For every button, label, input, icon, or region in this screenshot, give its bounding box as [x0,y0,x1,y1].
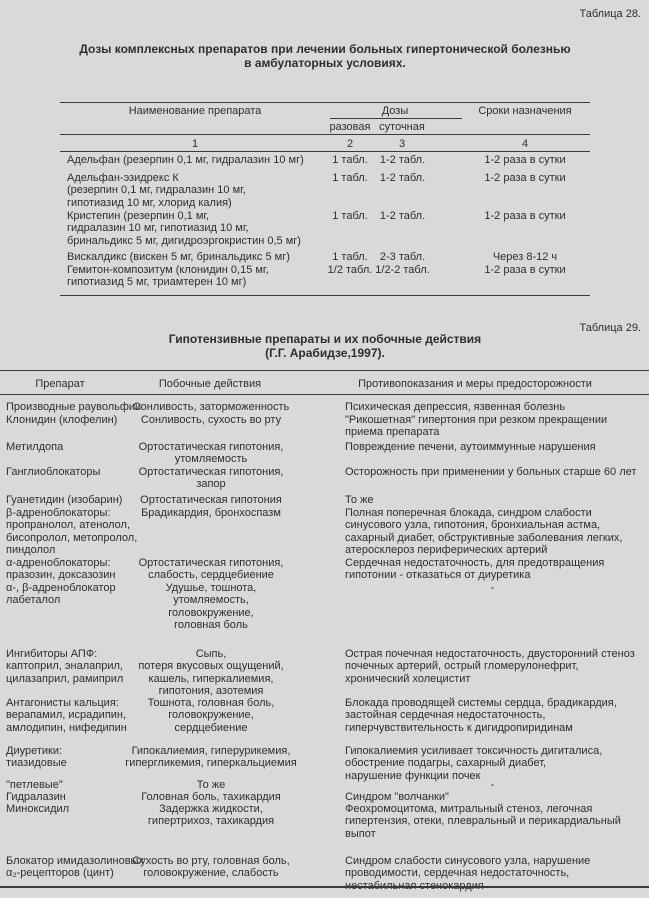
contraindications-cell: - [490,582,495,594]
table-28-top-rule [60,102,590,103]
header-effects: Побочные действия [158,378,262,390]
drug-cell: Ганглиоблокаторы [6,466,101,478]
drug-cell: Гуанетидин (изобарин) [6,494,123,506]
schedule-cell: 1-2 раза в сутки [484,172,566,184]
contraindications-cell: Осторожность при применении у больных старше 60 лет [345,466,637,478]
doses-rule [330,118,462,119]
table-29-title: Гипотензивные препараты и их побочные действия (Г.Г. Арабидзе,1997). [168,332,482,360]
drug-cell: Клонидин (клофелин) [6,414,118,426]
table-29-top-rule [0,370,649,371]
side-effects-cell: Сонливость, сухость во рту [140,414,282,426]
drug-cell: Производные раувольфии [6,401,142,413]
side-effects-cell: Ортостатическая гипотония, утомляемость [138,441,284,466]
daily-dose-cell: 1-2 табл. [379,172,426,184]
table-28-label: Таблица 28. [579,8,641,20]
column-number: 2 [346,138,354,150]
drug-name-cell: Вискалдикс (вискен 5 мг, бринальдикс 5 мг) [67,251,290,263]
contraindications-cell: Синдром "волчанки" [345,791,449,803]
header-doses: Дозы [381,105,409,117]
drug-cell: Блокатор имидазолиновых α₂-рецепторов (цинт) [6,855,144,880]
column-number: 3 [398,138,406,150]
drug-cell: Антагонисты кальция: верапамил, исрадипин, амлодипин, нифедипин [6,697,127,734]
side-effects-cell: Сыпь, потеря вкусовых ощущений, кашель, гиперкалиемия, гипотония, азотемия [138,648,284,697]
header-single: разовая [329,121,371,133]
schedule-cell: 1-2 раза в сутки [484,154,566,166]
header-drug: Препарат [35,378,85,390]
table-29-label: Таблица 29. [579,322,641,334]
drug-cell: α-адреноблокаторы: празозин, доксазозин [6,557,116,582]
header-daily: суточная [379,121,425,133]
side-effects-cell: Головная боль, тахикардия [141,791,281,803]
drug-name-cell: Кристепин (резерпин 0,1 мг, гидралазин 10 мг, гипотиазид 10 мг, бринальдикс 5 мг, дигидроэргокристин 0,5 мг) [67,210,301,247]
contraindications-cell: Острая почечная недостаточность, двусторонний стеноз почечных артерий, острый гломерулонефрит, хронический холецистит [345,648,635,685]
side-effects-cell: Сухость во рту, головная боль, головокружение, слабость [132,855,290,880]
drug-cell: α-, β-адреноблокатор лабеталол [6,582,116,607]
header-rule [0,394,649,395]
side-effects-cell: Сонливость, заторможенность [132,401,290,413]
table-28-title: Дозы комплексных препаратов при лечении больных гипертонической болезнью в амбулаторных условиях. [79,42,571,70]
single-dose-cell: 1 табл. [332,172,368,184]
contraindications-cell: Гипокалиемия усиливает токсичность дигиталиса, обострение подагры, сахарный диабет, нарушение функции почек [345,745,603,782]
table-28-bottom-rule [60,295,590,296]
drug-cell: Миноксидил [6,803,70,815]
side-effects-cell: Ортостатическая гипотония [140,494,282,506]
contraindications-cell: Синдром слабости синусового узла, нарушение проводимости, сердечная недостаточность, [345,855,591,880]
single-dose-cell: 1/2 табл. [327,264,373,276]
drug-cell: Диуретики: тиазидовые [6,745,67,770]
daily-dose-cell: 2-3 табл. [379,251,426,263]
single-dose-cell: 1 табл. [332,154,368,166]
contraindications-cell: То же [345,494,374,506]
contraindications-cell: Повреждение печени, аутоиммунные нарушения [345,441,596,453]
contraindications-cell: Феохромоцитома, митральный стеноз, легочная гипертензия, отеки, плевральный и перикардиальный выпот [345,803,621,840]
header-schedule: Сроки назначения [478,105,572,117]
column-number: 4 [521,138,529,150]
contraindications-cell: Сердечная недостаточность, для предотвращения гипотонии - отказаться от диуретика [345,557,605,582]
numbers-rule [60,151,590,152]
contraindications-cell: "Рикошетная" гипертония при резком прекращении приема препарата [345,414,608,439]
side-effects-cell: Удушье, тошнота, утомляемость, головокружение, головная боль [165,582,257,631]
drug-name-cell: Адельфан (резерпин 0,1 мг, гидралазин 10 мг) [67,154,304,166]
drug-cell: β-адреноблокаторы: пропранолол, атенолол, бисопролол, метопролол, пиндолол [6,507,138,556]
schedule-cell: 1-2 раза в сутки [484,210,566,222]
schedule-cell: 1-2 раза в сутки [484,264,566,276]
side-effects-cell: То же [196,779,226,791]
schedule-cell: Через 8-12 ч [492,251,558,263]
contraindications-cell: Психическая депрессия, язвенная болезнь [345,401,566,413]
header-rule [60,134,590,135]
daily-dose-cell: 1/2-2 табл. [375,264,430,276]
side-effects-cell: Задержка жидкости, гипертрихоз, тахикардия [147,803,275,828]
single-dose-cell: 1 табл. [332,210,368,222]
column-number: 1 [191,138,199,150]
contraindications-cell: - [490,779,495,791]
drug-name-cell: Адельфан-эзидрекс К (резерпин 0,1 мг, гидралазин 10 мг, гипотиазид 10 мг, хлорид калия) [67,172,246,209]
contraindications-cell: Блокада проводящей системы сердца, брадикардия, застойная сердечная недостаточность, гиперчувствительность к дигидропиридинам [345,697,617,734]
daily-dose-cell: 1-2 табл. [379,210,426,222]
table-29-bottom-rule [0,886,649,888]
drug-name-cell: Гемитон-композитум (клонидин 0,15 мг, гипотиазид 5 мг, триамтерен 10 мг) [67,264,269,289]
daily-dose-cell: 1-2 табл. [379,154,426,166]
side-effects-cell: Ортостатическая гипотония, запор [138,466,284,491]
drug-cell: Ингибиторы АПФ: каптоприл, эналаприл, цилазаприл, рамиприл [6,648,124,685]
side-effects-cell: Брадикардия, бронхоспазм [141,507,281,519]
single-dose-cell: 1 табл. [332,251,368,263]
side-effects-cell: Ортостатическая гипотония, слабость, сердцебиение [138,557,284,582]
side-effects-cell: Тошнота, головная боль, головокружение, сердцебиение [147,697,275,734]
drug-cell: Метилдопа [6,441,64,453]
contraindications-cell: Полная поперечная блокада, синдром слабости синусового узла, гипотония, бронхиальная астма, сахарный диабет, обструктивные заболевания легких, атеросклероз периферических артерий [345,507,623,556]
drug-cell: "петлевые" [6,779,63,791]
header-name: Наименование препарата [128,105,262,117]
side-effects-cell: Гипокалиемия, гиперурикемия, гипергликемия, гиперкальциемия [125,745,297,770]
drug-cell: Гидралазин [6,791,66,803]
header-contra: Противопоказания и меры предосторожности [358,378,592,390]
